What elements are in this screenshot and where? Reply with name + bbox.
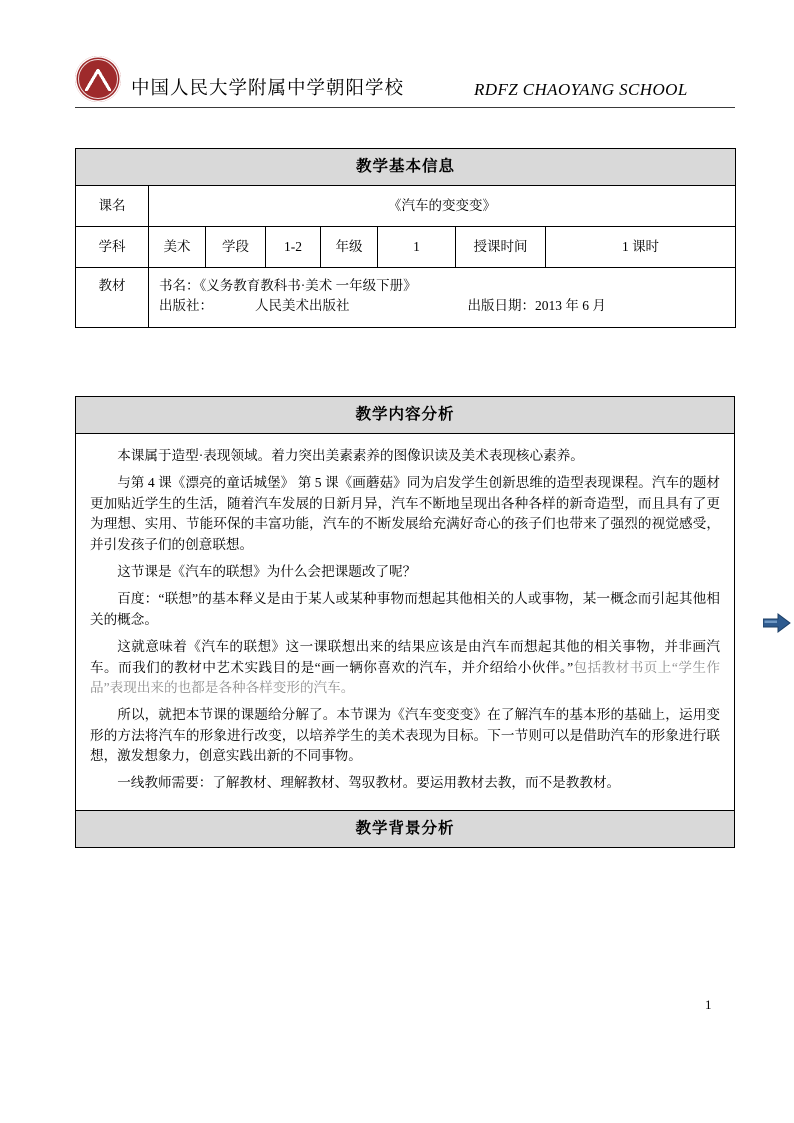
table-row-course: [76, 186, 736, 227]
letterhead: [75, 46, 735, 108]
teaching-background-band-title: 教学背景分析: [76, 810, 735, 847]
paragraph: 与第 4 课《漂亮的童话城堡》 第 5 课《画蘑菇》同为启发学生创新思维的造型表现课程。汽车的题材更加贴近学生的生活，随着汽车发展的日新月异，汽车不断地呈现出各种各样的新奇造型，而且具有了更为理想、实用、节能环保的丰富功能，汽车的不断发展给充满好奇心的孩子们也带来了强烈的视觉感受，并引发孩子们的创意联想。: [90, 475, 720, 552]
grade-label: 年级: [321, 227, 378, 268]
material-label: 教材: [76, 268, 149, 328]
publish-date-label: 出版日期：: [467, 298, 535, 314]
basic-info-table: [75, 148, 736, 328]
paragraph: 本课属于造型·表现领域。着力突出美素素养的图像识读及美术表现核心素养。: [117, 448, 584, 463]
school-name-english: RDFZ CHAOYANG SCHOOL: [474, 80, 688, 99]
letterhead-divider: [75, 107, 735, 108]
school-name-chinese: 中国人民大学附属中学朝阳学校: [131, 79, 405, 99]
publisher-line: [159, 296, 727, 316]
table-row-band: [76, 149, 736, 186]
paragraph: 所以，就把本节课的课题给分解了。本节课为《汽车变变变》在了解汽车的基本形的基础上，运用变形的方法将汽车的形象进行改变，以培养学生的美术表现为目标。下一节则可以是借助汽车的形象进行联想，激发想象力，创意实践出新的不同事物。: [90, 707, 720, 764]
school-crest-icon: [75, 56, 121, 102]
subject-label: 学科: [76, 227, 149, 268]
class-time-label: 授课时间: [456, 227, 546, 268]
publish-date-value: 2013 年 6 月: [535, 298, 606, 314]
stage-value: 1-2: [266, 227, 321, 268]
table-row-material: [76, 268, 736, 328]
publisher-label: 出版社：: [159, 298, 213, 314]
subject-value: 美术: [149, 227, 206, 268]
paragraph: 这节课是《汽车的联想》为什么会把课题改了呢？: [117, 563, 417, 579]
class-time-value: 1 课时: [546, 227, 736, 268]
page-number: 1: [705, 997, 712, 1012]
book-name-text: 书名：《义务教育教科书·美术 一年级下册》: [159, 278, 417, 293]
blue-right-arrow-icon: [763, 613, 791, 633]
table-row-meta: [76, 227, 736, 268]
teaching-content-analysis-table: [75, 396, 735, 848]
basic-info-band-title: 教学基本信息: [76, 149, 736, 186]
paragraph: 一线教师需要：了解教材、理解教材、驾驭教材。要运用教材去教，而不是教教材。: [117, 775, 621, 791]
course-name-value: 《汽车的变变变》: [149, 186, 736, 227]
publisher-value: 人民美术出版社: [255, 298, 350, 314]
paragraph: 这就意味着《汽车的联想》这一课联想出来的结果应该是由汽车而想起其他的相关事物，并非画汽车。而我们的教材中艺术实践目的是“画一辆你喜欢的汽车，并介绍给小伙伴。”包括教材书页上“学生作品”表现出来的也都是各种各样变形的汽车。: [90, 639, 720, 695]
crest-ring: [78, 59, 118, 99]
table-row-content: [76, 434, 735, 811]
material-details: [149, 268, 736, 328]
content-analysis-body: [76, 434, 735, 811]
table-row-band: [76, 810, 735, 847]
course-name-label: 课名: [76, 186, 149, 227]
paragraph: 百度：“联想”的基本释义是由于某人或某种事物而想起其他相关的人或事物，某一概念而引起其他相关的概念。: [90, 591, 720, 627]
stage-label: 学段: [206, 227, 266, 268]
faded-text: 包括教材书页上“学生作品”表现出来的也都是各种各样变形的汽车。: [90, 659, 720, 695]
grade-value: 1: [378, 227, 456, 268]
content-analysis-band-title: 教学内容分析: [76, 397, 735, 434]
table-row-band: [76, 397, 735, 434]
